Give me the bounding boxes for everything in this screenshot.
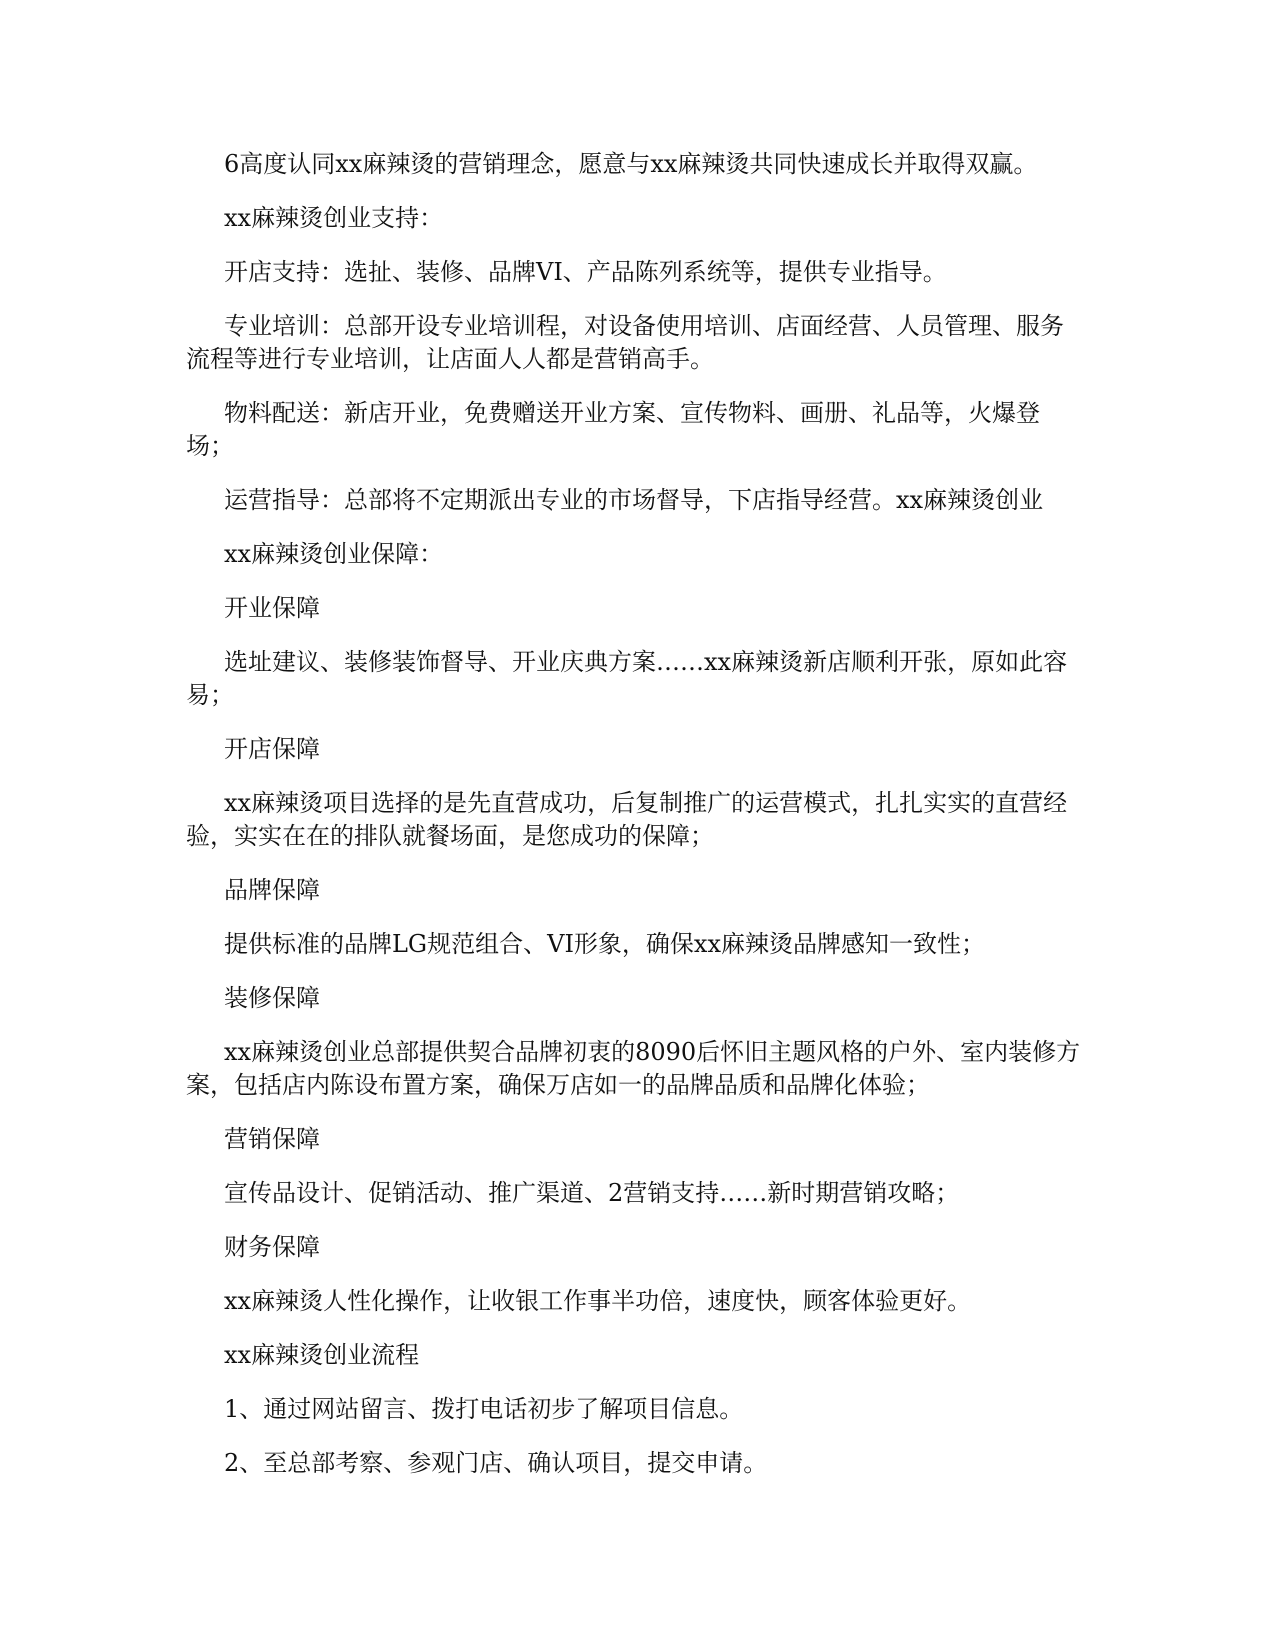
heading-startup-process: xx麻辣烫创业流程	[224, 1341, 420, 1369]
heading-startup-guarantee: xx麻辣烫创业保障：	[224, 540, 444, 568]
subheading-opening-guarantee: 开业保障	[224, 594, 320, 622]
paragraph-finance-guarantee: xx麻辣烫人性化操作，让收银工作事半功倍，速度快，顾客体验更好。	[224, 1287, 972, 1315]
paragraph-marketing-guarantee: 宣传品设计、促销活动、推广渠道、2营销支持……新时期营销攻略；	[224, 1179, 960, 1207]
subheading-brand-guarantee: 品牌保障	[224, 876, 320, 904]
heading-startup-support: xx麻辣烫创业支持：	[224, 204, 444, 232]
paragraph-opening-guarantee: 选址建议、装修装饰督导、开业庆典方案……xx麻辣烫新店顺利开张，原如此容易；	[186, 648, 1068, 709]
paragraph-material-delivery: 物料配送：新店开业，免费赠送开业方案、宣传物料、画册、礼品等，火爆登场；	[186, 399, 1040, 460]
list-item-step-2: 2、至总部考察、参观门店、确认项目，提交申请。	[224, 1449, 768, 1477]
paragraph-store-opening-support: 开店支持：选扯、装修、品牌VI、产品陈列系统等，提供专业指导。	[224, 258, 947, 286]
subheading-finance-guarantee: 财务保障	[224, 1233, 320, 1261]
subheading-decoration-guarantee: 装修保障	[224, 984, 320, 1012]
paragraph-store-guarantee: xx麻辣烫项目选择的是先直营成功，后复制推广的运营模式，扎扎实实的直营经验，实实在在的排队就餐场面，是您成功的保障；	[186, 789, 1068, 850]
document-page	[186, 148, 1081, 1501]
subheading-store-guarantee: 开店保障	[224, 735, 320, 763]
paragraph-decoration-guarantee: xx麻辣烫创业总部提供契合品牌初衷的8090后怀旧主题风格的户外、室内装修方案，包括店内陈设布置方案，确保万店如一的品牌品质和品牌化体验；	[186, 1038, 1081, 1099]
paragraph-operation-guidance: 运营指导：总部将不定期派出专业的市场督导，下店指导经营。xx麻辣烫创业	[224, 486, 1044, 514]
list-item-step-1: 1、通过网站留言、拨打电话初步了解项目信息。	[224, 1395, 744, 1423]
paragraph-professional-training: 专业培训：总部开设专业培训程，对设备使用培训、店面经营、人员管理、服务流程等进行专业培训，让店面人人都是营销高手。	[186, 312, 1064, 373]
paragraph-win-win: 6高度认同xx麻辣烫的营销理念，愿意与xx麻辣烫共同快速成长并取得双赢。	[224, 150, 1038, 178]
subheading-marketing-guarantee: 营销保障	[224, 1125, 320, 1153]
paragraph-brand-guarantee: 提供标准的品牌LG规范组合、VI形象，确保xx麻辣烫品牌感知一致性；	[224, 930, 985, 958]
